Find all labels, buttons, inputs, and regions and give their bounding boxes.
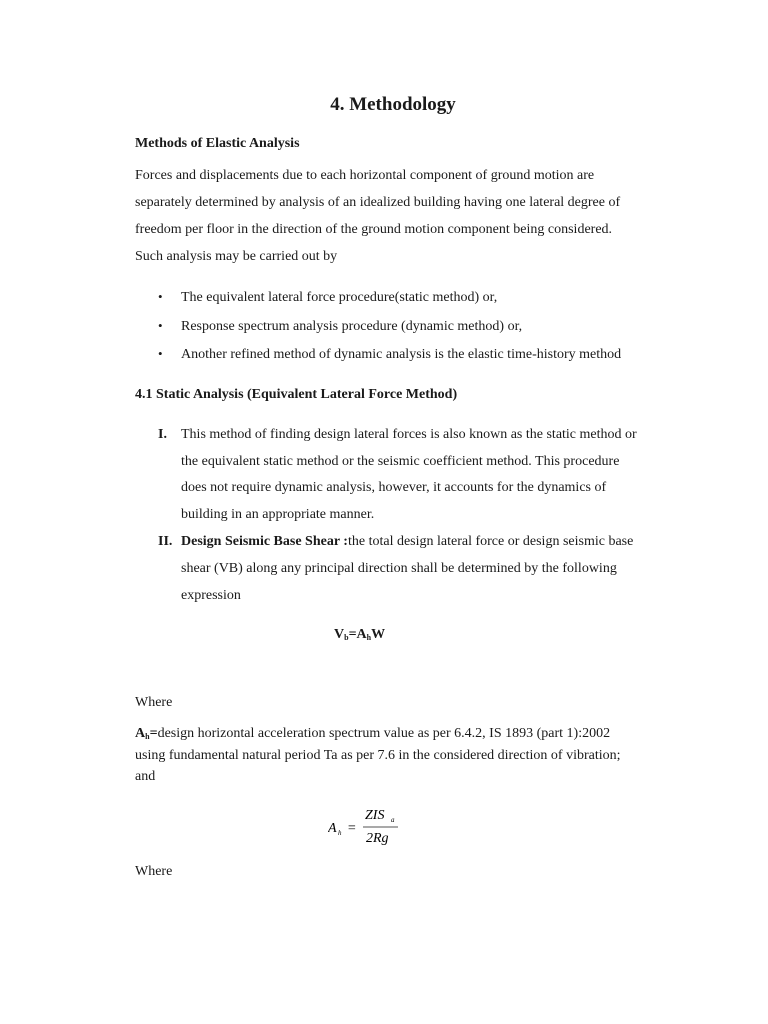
bullet-dot: • bbox=[158, 289, 163, 304]
item2-bold-lead: Design Seismic Base Shear : bbox=[181, 534, 348, 549]
intro-line-1: Forces and displacements due to each horizontal component of ground motion are bbox=[135, 168, 595, 183]
base-shear-equation bbox=[334, 627, 385, 643]
intro-line-2: separately determined by analysis of an idealized building having one lateral degree of bbox=[135, 195, 621, 210]
ah-definition-line-3: and bbox=[135, 769, 156, 784]
where-label-1: Where bbox=[135, 695, 173, 710]
item1-line-2: the equivalent static method or the seismic coefficient method. This procedure bbox=[181, 454, 620, 469]
where-label-2: Where bbox=[135, 864, 173, 879]
equation-w: W bbox=[371, 627, 386, 642]
item2-line-3: expression bbox=[181, 588, 241, 603]
section-heading-static-analysis: 4.1 Static Analysis (Equivalent Lateral Force Method) bbox=[135, 387, 458, 402]
item1-line-4: building in an appropriate manner. bbox=[181, 507, 375, 522]
roman-numeral-1: I. bbox=[158, 427, 167, 442]
formula-lhs-sub: h bbox=[338, 829, 342, 837]
equation-equals-a: =A bbox=[348, 627, 367, 642]
item2-line-1 bbox=[181, 534, 633, 550]
roman-numeral-2: II. bbox=[158, 534, 173, 549]
subheading-elastic-analysis: Methods of Elastic Analysis bbox=[135, 136, 300, 151]
equation-sub-b: b bbox=[344, 633, 349, 642]
formula-lhs: A bbox=[328, 821, 337, 836]
ah-equals: = bbox=[149, 726, 158, 741]
ah-definition-line-1 bbox=[135, 726, 610, 742]
ah-definition-text: design horizontal acceleration spectrum value as per 6.4.2, IS 1893 (part 1):2002 bbox=[157, 726, 611, 741]
bullet-item-2: Response spectrum analysis procedure (dynamic method) or, bbox=[181, 319, 523, 334]
intro-line-4: Such analysis may be carried out by bbox=[135, 249, 338, 264]
formula-numerator: ZIS bbox=[365, 808, 385, 823]
bullet-dot: • bbox=[158, 318, 163, 333]
item1-line-1: This method of finding design lateral forces is also known as the static method or bbox=[181, 427, 637, 442]
formula-numerator-sub: a bbox=[391, 816, 395, 824]
ah-symbol-sub: h bbox=[145, 732, 150, 741]
equation-v: V bbox=[334, 627, 345, 642]
bullet-item-1: The equivalent lateral force procedure(static method) or, bbox=[181, 290, 498, 305]
item2-first-rest: the total design lateral force or design seismic base bbox=[347, 534, 634, 549]
formula-equals: = bbox=[347, 821, 357, 836]
item1-line-3: does not require dynamic analysis, however, it accounts for the dynamics of bbox=[181, 480, 607, 495]
bullet-dot: • bbox=[158, 346, 163, 361]
spectrum-formula bbox=[328, 802, 408, 850]
ah-symbol: A bbox=[135, 726, 146, 741]
intro-line-3: freedom per floor in the direction of the ground motion component being considered. bbox=[135, 222, 613, 237]
bullet-item-3: Another refined method of dynamic analysis is the elastic time-history method bbox=[181, 347, 622, 362]
page-title: 4. Methodology bbox=[330, 94, 456, 115]
ah-definition-line-2: using fundamental natural period Ta as per 7.6 in the considered direction of vibration; bbox=[135, 748, 621, 763]
formula-denominator: 2Rg bbox=[366, 831, 389, 846]
equation-sub-h: h bbox=[366, 633, 372, 642]
item2-line-2: shear (VB) along any principal direction shall be determined by the following bbox=[181, 561, 617, 576]
